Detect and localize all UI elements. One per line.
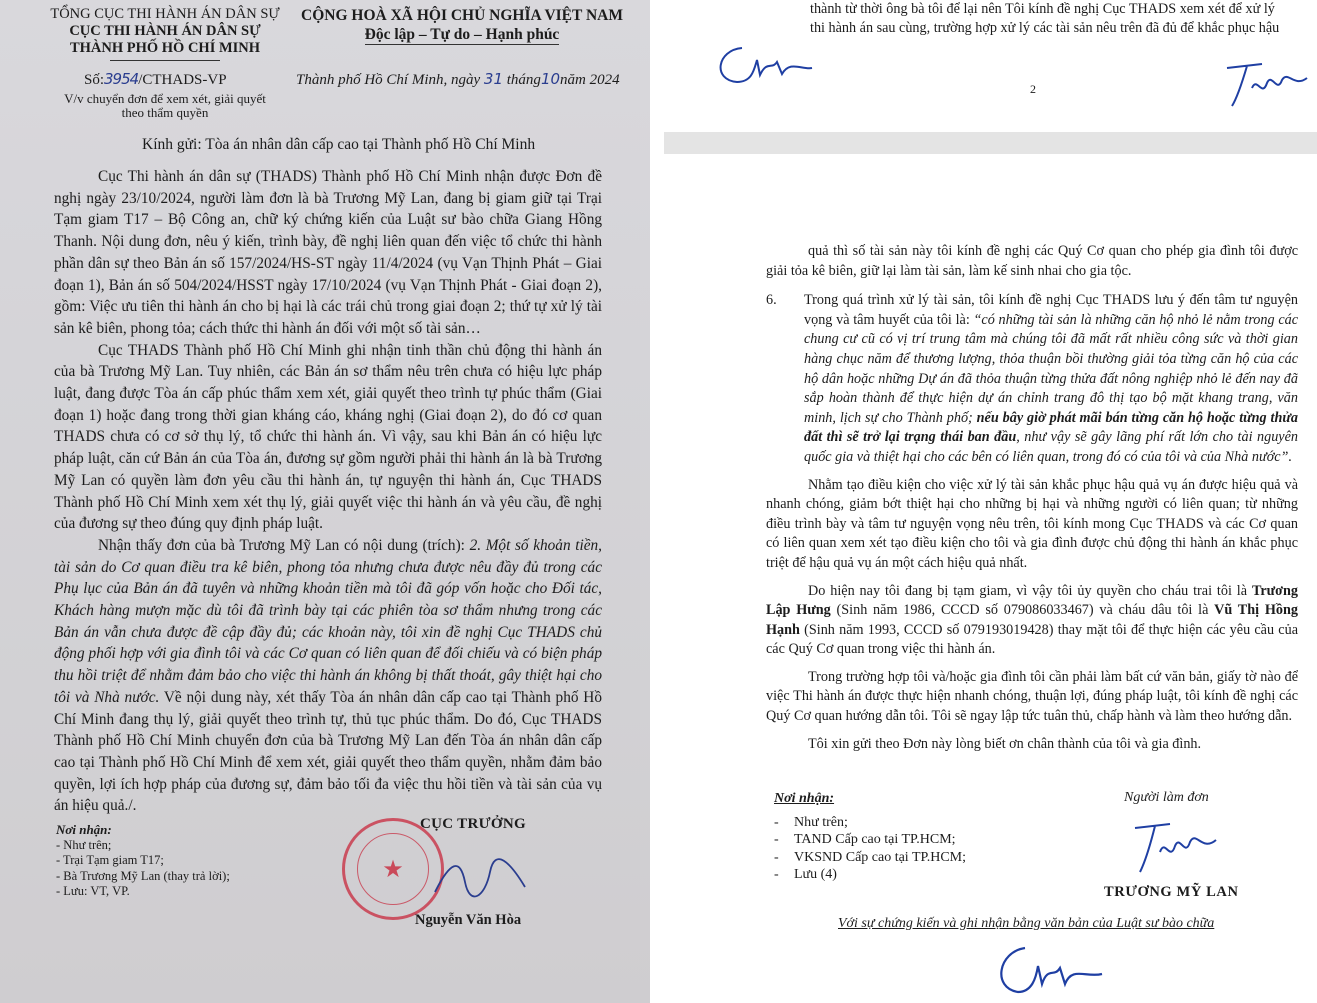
red-official-seal [342, 818, 444, 920]
petition-recipients [774, 790, 966, 884]
doc-number-suffix: /CTHADS-VP [138, 72, 227, 88]
petition-paragraph-guidance: Trong trường hợp tôi và/hoặc gia đình tôi cần phải làm bất cứ văn bản, giấy tờ nào để việc Thi hành án được thực hiện nhanh chóng, thuận lợi, đúng pháp luật, tôi kính đề nghị các Quý Cơ quan hướng dẫn tôi. Tôi sẽ ngay lập tức tuân thủ, chấp hành và làm theo hướng dẫn. [766, 668, 1298, 725]
auth-text-1: Do hiện nay tôi đang bị tạm giam, vì vậy tôi ủy quyền cho cháu trai tôi là [808, 582, 1252, 599]
page-separator [650, 0, 664, 1003]
doc-number-handwritten: 3954 [104, 70, 139, 88]
subject-line-1: V/v chuyển đơn để xem xét, giải quyết [64, 91, 266, 106]
official-letter-photo [0, 0, 650, 1003]
item6-quote-part2: , như vậy sẽ gây lãng phí rất lớn cho tài nguyên quốc gia và thiệt hại cho các bên có liên quan, trong đó có của tôi và của Nhà nước”. [804, 429, 1298, 465]
letter-body [54, 166, 602, 817]
petition-recipient-item: - TAND Cấp cao tại TP.HCM; [774, 831, 966, 849]
seal-star-icon: ★ [382, 855, 404, 883]
director-signature [430, 852, 540, 902]
recipient-line: Kính gửi: Tòa án nhân dân cấp cao tại Thành phố Hồ Chí Minh [142, 136, 536, 153]
item-number: 6. [766, 292, 777, 309]
para3-rest: Về nội dung này, xét thấy Tòa án nhân dân cấp cao tại Thành phố Hồ Chí Minh đang thụ lý, giải quyết theo trình tự, thủ tục phúc thẩm. Do đó, Cục THADS Thành phố Hồ Chí Minh chuyển đơn của bà Trương Mỹ Lan đến Tòa án nhân dân cấp cao tại Thành phố Hồ Chí Minh để xem xét, giải quyết theo thẩm quyền, nhằm đảm bảo quyền, lợi ích hợp pháp của đương sự, đảm bảo tối đa việc thu hồi tiền và tài sản của vụ án hiệu quả./. [54, 688, 603, 815]
authorized-person-1: Trương Lập Hưng [766, 582, 1298, 619]
petition-paragraph-authorization [766, 582, 1298, 660]
authorized-person-2: Vũ Thị Hồng Hạnh [766, 602, 1298, 638]
agency-line-2: CỤC THI HÀNH ÁN DÂN SỰ [69, 23, 261, 39]
date-prefix: Thành phố Hồ Chí Minh, ngày [296, 72, 481, 88]
page-break-gap [664, 132, 1317, 154]
date-day-handwritten: 31 [483, 70, 504, 88]
para3-lead: Nhận thấy đơn của bà Trương Mỹ Lan có nội dung (trích): [98, 536, 470, 554]
item6-quote-emphasis: nếu bây giờ phát mãi bán từng căn hộ hoặc từng thửa đất thì sẽ trở lại trạng thái ban đầu [804, 409, 1298, 446]
recipients-list [56, 822, 230, 900]
petition-paragraph-purpose: Nhằm tạo điều kiện cho việc xử lý tài sản khắc phục hậu quả vụ án được hiệu quả và nhanh chóng, giảm bớt thiệt hại cho những bị hại và những người có liên quan; từ những điều trình bày và tâm tư nguyện vọng nêu trên, tôi kính mong Cục THADS và các Cơ quan có liên quan xem xét tạo điều kiện cho tôi và gia đình được chủ động thi hành án khắc phục triệt để hậu quả vụ án một cách hiệu quả nhất. [766, 476, 1298, 571]
signer-name: Nguyễn Văn Hòa [415, 912, 522, 928]
document-date [296, 70, 620, 89]
item6-lead: Trong quá trình xử lý tài sản, tôi kính đề nghị Cục THADS lưu ý đến tâm tư nguyện vọng và tâm huyết của tôi là: [804, 292, 1298, 328]
page2-line-1: thành từ thời ông bà tôi để lại nên Tôi kính đề nghị Cục THADS xem xét để xử lý [810, 1, 1275, 17]
para3-quote: 2. Một số khoản tiền, tài sản do Cơ quan điều tra kê biên, phong tỏa nhưng chưa được nêu đầy đủ trong các Phụ lục của Bản án đã tuyên và những khoản tiền mà tôi đã góp vốn hoặc cho Đối tác, Khách hàng mượn mặc dù tôi đã trình bày tại các phiên tòa sơ thẩm nhưng trong các Bản án vẫn chưa được đề cập đầy đủ; các khoản này, tôi xin đề nghị Cục THADS chủ động phối hợp với gia đình tôi và các Cơ quan có liên quan để đối chiếu và có biện pháp thu hồi triệt để nhằm đảm bảo cho việc thi hành án không bị thất thoát, gây thiệt hại cho tôi và Nhà nước. [54, 536, 602, 706]
auth-text-2: (Sinh năm 1986, CCCD số 079086033467) và cháu dâu tôi là [830, 602, 1215, 619]
petition-paragraph-continuation: quả thì số tài sản này tôi kính đề nghị các Quý Cơ quan cho phép gia đình tôi được giải tỏa kê biên, giữ lại làm tài sản, làm kế sinh nhai cho gia tộc. [766, 243, 1298, 279]
auth-text-3: (Sinh năm 1993, CCCD số 079193019428) thay mặt tôi để thực hiện các yêu cầu của các Quý Cơ quan trong việc thi hành án. [766, 621, 1298, 658]
date-month-handwritten: 10 [540, 70, 561, 88]
petitioner-signature [1130, 818, 1220, 878]
petitioner-label: Người làm đơn [1124, 790, 1209, 805]
recipient-item: - Như trên; [56, 837, 112, 852]
petitioner-name: TRƯƠNG MỸ LAN [1104, 884, 1239, 900]
page-number: 2 [1030, 82, 1036, 96]
agency-header [30, 6, 300, 57]
signer-title: CỤC TRƯỞNG [420, 816, 526, 832]
body-paragraph-2: Cục THADS Thành phố Hồ Chí Minh ghi nhận tinh thần chủ động thi hành án của bà Trương Mỹ Lan. Tuy nhiên, các Bản án sơ thẩm nêu trên chưa có hiệu lực pháp luật, đang được Tòa án cấp phúc thẩm xem xét, giải quyết theo trình tự phúc thẩm (Giai đoạn 1) hoặc đang trong thời gian kháng cáo, kháng nghị (Giai đoạn 2), do đó cơ quan THADS chưa có cơ sở thụ lý, tổ chức thi hành án. Vì vậy, sau khi Bản án có hiệu lực pháp luật, căn cứ Bản án của Tòa án, đương sự gồm người phải thi hành án là bà Trương Mỹ Lan có quyền làm đơn yêu cầu thi hành án, tự nguyện thi hành án, Cục THADS Thành phố Hồ Chí Minh xem xét thụ lý, giải quyết việc thi hành án và yêu cầu, đề nghị của đương sự theo đúng quy định pháp luật. [54, 341, 602, 533]
item6-quote-part1: “có những tài sản là những căn hộ nhỏ lẻ nằm trong các chung cư cũ có vị trí trung tâm mà chúng tôi đã mất rất nhiều công sức và thời gian hàng chục năm để thương lượng, thỏa thuận bồi thường giải tỏa từng căn hộ của các hộ dân hoặc những Dự án đã thỏa thuận từng thửa đất nông nghiệp nhỏ lẻ đến nay đã sắp hoàn thành để thực hiện dự án chỉnh trang đô thị tạo bộ mặt khang trang, văn minh, lịch sự cho Thành phố; [804, 311, 1299, 426]
petition-item-6 [766, 291, 1298, 467]
body-paragraph-1: Cục Thi hành án dân sự (THADS) Thành phố Hồ Chí Minh nhận được Đơn đề nghị ngày 23/10/2024, người làm đơn là bà Trương Mỹ Lan, đang bị giam giữ tại Trại Tạm giam T17 – Bộ Công an, chữ ký chứng kiến của Luật sư bào chữa Giang Hồng Thanh. Nội dung đơn, nêu ý kiến, trình bày, đề nghị liên quan đến việc tổ chức thi hành phần dân sự theo Bản án số 157/2024/HS-ST ngày 11/4/2024 (vụ Vạn Thịnh Phát – Giai đoạn 1), Bản án số 504/2024/HSST ngày 17/10/2024 (vụ Vạn Thịnh Phát - Giai đoạn 2), gồm: Việc ưu tiên thi hành án cho bị hại là các trái chủ trong giai đoạn 2; thứ tự xử lý tài sản kê biên, phong tỏa; cách thức thi hành án đối với một số tài sản… [54, 168, 602, 337]
date-month-label: tháng [506, 72, 541, 88]
lawyer-witness-note: Với sự chứng kiến và ghi nhận bằng văn bản của Luật sư bào chữa [838, 916, 1215, 931]
nation-line-1: CỘNG HOÀ XÃ HỘI CHỦ NGHĨA VIỆT NAM [301, 7, 623, 24]
body-paragraph-3 [54, 535, 602, 817]
page-2-excerpt [810, 0, 1300, 38]
petition-recipients-title: Nơi nhận: [774, 791, 835, 806]
document-number [84, 70, 227, 89]
recipient-item: - Trại Tạm giam T17; [56, 853, 164, 867]
petition-recipient-item: - VKSND Cấp cao tại TP.HCM; [774, 849, 966, 867]
page2-line-2: thi hành án sau cùng, trường hợp xử lý các tài sản nêu trên đã đủ để khắc phục hậu [810, 20, 1280, 36]
petition-recipient-item: - Lưu (4) [774, 866, 966, 884]
recipient-item: - Bà Trương Mỹ Lan (thay trả lời); [56, 868, 230, 883]
subject-line-2: theo thẩm quyền [121, 105, 209, 120]
lawyer-initial-signature [712, 40, 822, 90]
national-header [292, 6, 632, 44]
doc-number-prefix: Số: [84, 72, 105, 88]
subject-line [40, 92, 290, 120]
recipients-title: Nơi nhận: [56, 822, 112, 837]
date-year: năm 2024 [560, 72, 620, 88]
petitioner-initial-signature [1222, 58, 1312, 110]
recipient-item: - Lưu: VT, VP. [56, 884, 130, 898]
agency-line-3: THÀNH PHỐ HỒ CHÍ MINH [69, 40, 261, 56]
agency-line-1: TỔNG CỤC THI HÀNH ÁN DÂN SỰ [50, 6, 280, 22]
lawyer-signature [990, 940, 1110, 1002]
petition-recipient-item: - Như trên; [774, 814, 966, 832]
petition-paragraph-thanks: Tôi xin gửi theo Đơn này lòng biết ơn chân thành của tôi và gia đình. [808, 735, 1202, 752]
agency-underline [110, 60, 220, 61]
nation-line-2: Độc lập – Tự do – Hạnh phúc [364, 26, 560, 43]
petition-body [766, 242, 1298, 754]
